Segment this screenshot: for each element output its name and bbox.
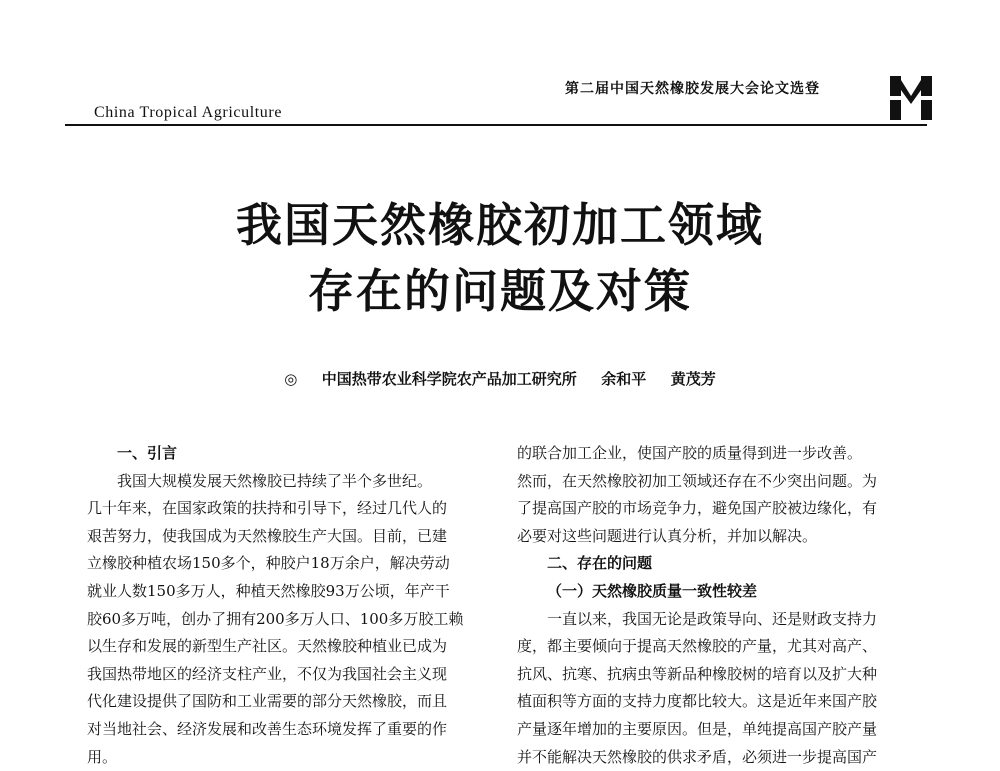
text-line: 然而，在天然橡胶初加工领域还存在不少突出问题。为 [517,471,878,490]
journal-logo-icon [886,74,936,122]
text-line: 我国大规模发展天然橡胶已持续了半个多世纪。 [117,471,433,490]
text-line: 就业人数150多万人，种植天然橡胶93万公顷，年产干 [87,581,450,600]
running-head-chinese: 第二届中国天然橡胶发展大会论文选登 [565,81,820,97]
title-line-2: 存在的问题及对策 [308,264,692,318]
text-line: 一直以来，我国无论是政策导向、还是财政支持力 [547,609,878,628]
section-heading: 二、存在的问题 [547,554,653,573]
text-line: 艰苦努力，使我国成为天然橡胶生产大国。目前，已建 [87,526,448,545]
text-line: 用。 [87,747,118,766]
subsection-heading: （一）天然橡胶质量一致性较差 [547,581,758,600]
header-rule [65,124,927,126]
text-line: 的联合加工企业，使国产胶的质量得到进一步改善。 [517,444,863,462]
text-line: 对当地社会、经济发展和改善生态环境发挥了重要的作 [87,719,448,738]
text-line: 并不能解决天然橡胶的供求矛盾，必须进一步提高国产 [517,747,878,766]
text-line: 了提高国产胶的市场竞争力，避免国产胶被边缘化，有 [517,499,878,518]
running-head-english: China Tropical Agriculture [94,104,283,121]
text-line: 产量逐年增加的主要原因。但是，单纯提高国产胶产量 [517,719,878,738]
text-line: 立橡胶种植农场150多个，种胶户18万余户，解决劳动 [87,554,450,573]
author-institution: 中国热带农业科学院农产品加工研究所 [321,370,577,388]
byline-marker-icon: ◎ [284,370,298,388]
text-line: 抗风、抗寒、抗病虫等新品种橡胶树的培育以及扩大种 [517,664,878,683]
text-line: 几十年来，在国家政策的扶持和引导下，经过几代人的 [87,499,448,518]
author-name: 余和平 [601,370,647,388]
byline [0,368,1000,389]
text-line: 以生存和发展的新型生产社区。天然橡胶种植业已成为 [87,637,448,656]
body-column-left [87,440,492,771]
title-line-1: 我国天然橡胶初加工领域 [236,198,764,252]
text-line: 必要对这些问题进行认真分析，并加以解决。 [517,526,818,545]
section-heading: 一、引言 [117,444,178,462]
text-line: 度，都主要倾向于提高天然橡胶的产量，尤其对高产、 [517,637,878,656]
body-column-right [517,440,922,771]
author-name: 黄茂芳 [670,370,716,388]
article-title [0,192,1000,324]
text-line: 代化建设提供了国防和工业需要的部分天然橡胶，而且 [87,692,448,711]
text-line: 植面积等方面的支持力度都比较大。这是近年来国产胶 [517,692,878,711]
text-line: 我国热带地区的经济支柱产业，不仅为我国社会主义现 [87,664,448,683]
text-line: 胶60多万吨，创办了拥有200多万人口、100多万胶工赖 [87,609,464,628]
